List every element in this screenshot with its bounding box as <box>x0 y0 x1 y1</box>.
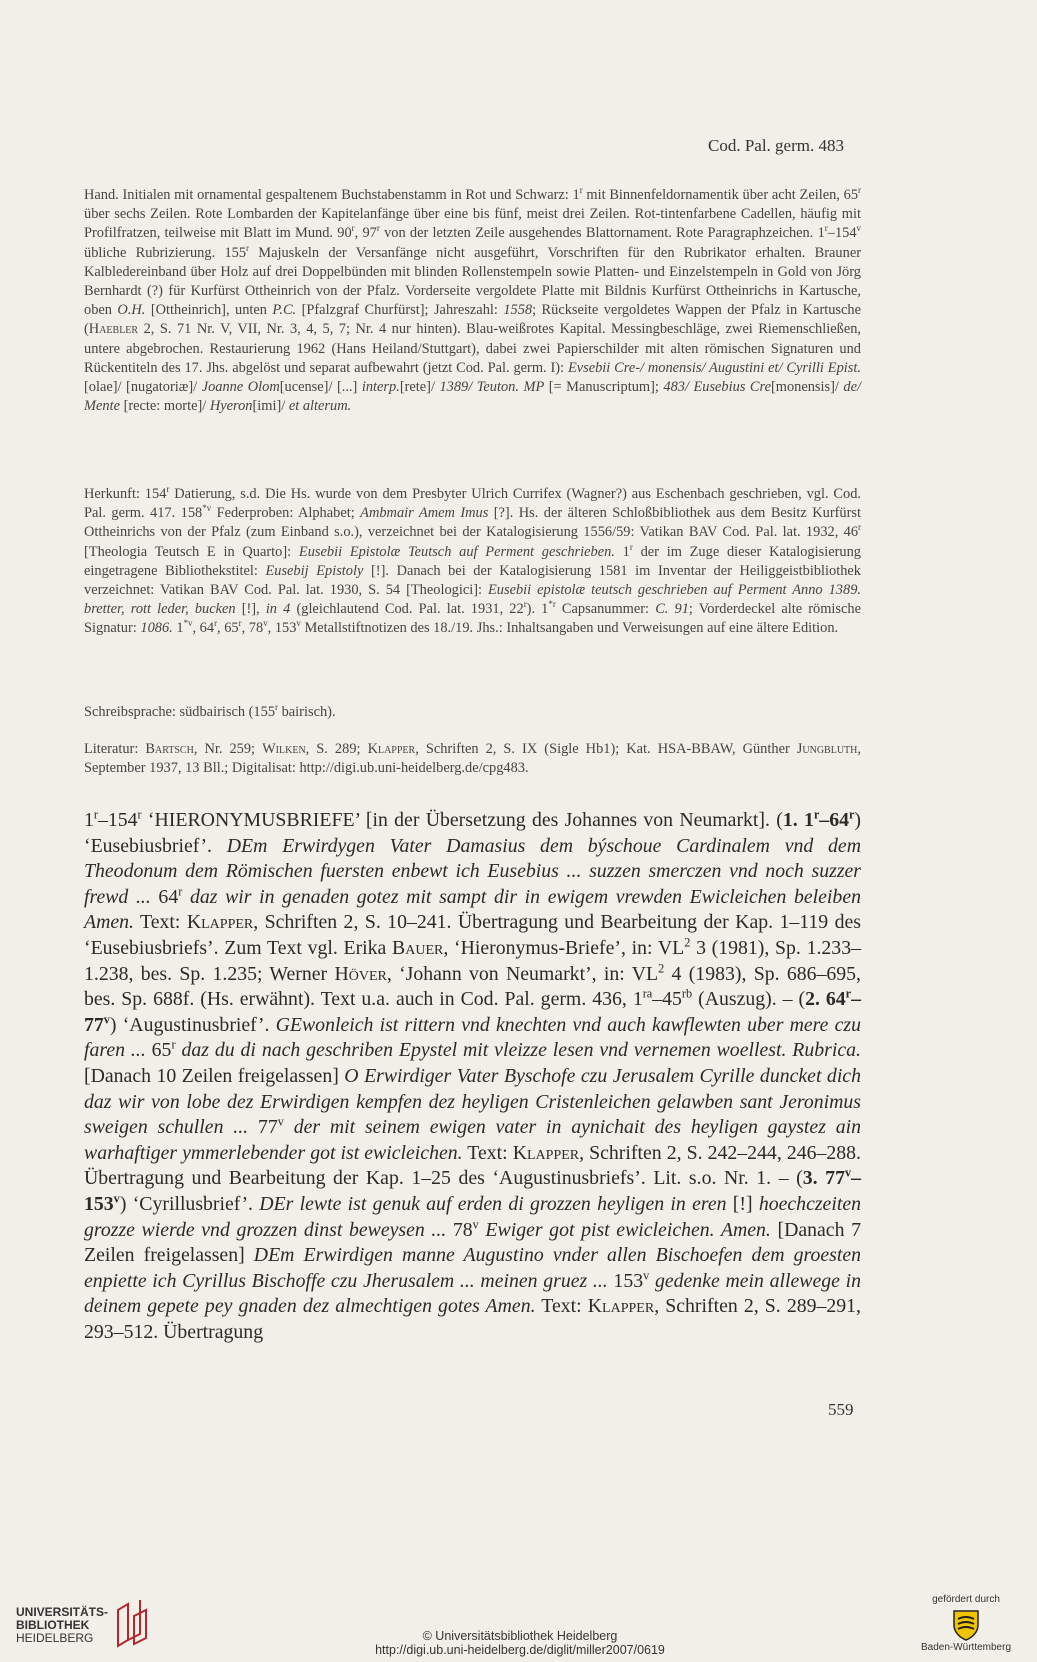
funded-by-label: gefördert durch <box>932 1594 1000 1605</box>
language-paragraph: Schreibsprache: südbairisch (155$^r$ bairisch). <box>84 702 336 720</box>
literature-paragraph: Literatur: Bartsch, Nr. 259; Wilken, S. 289; Klapper, Schriften 2, S. IX (Sigle Hb1); Kat. HSA-BBAW, Günther Jungbluth, September 1937, 13 Bll.; Digitalisat: http://digi.ub.uni-heidelberg.de/cpg483. <box>84 741 862 777</box>
copyright-text: © Universitätsbibliothek Heidelberg <box>422 1629 618 1643</box>
running-header: Cod. Pal. germ. 483 <box>708 136 844 155</box>
library-emblem-icon <box>114 1600 154 1650</box>
logo-line-3: HEIDELBERG <box>16 1631 94 1645</box>
state-crest-icon <box>949 1607 983 1641</box>
logo-text <box>16 1606 108 1645</box>
logo-line-1: UNIVERSITÄTS- <box>16 1605 109 1619</box>
provenance-paragraph: Herkunft: 154$^r$ Datierung, s.d. Die Hs. wurde von dem Presbyter Ulrich Currifex (Wagner?) aus Eschenbach geschrieben, vgl. Cod. Pal. germ. 417. 158$^{*v}$ Federproben: Alphabet; Ambmair Amem Imus [?]. Hs. der älteren Schloßbibliothek aus dem Besitz Kurfürst Ottheinrichs von der Pfalz (zum Einband s.o.), verzeichnet bei der Katalogisierung 1556/59: Vatikan BAV Cod. Pal. lat. 1932, 46$^r$ [Theologia Teutsch E in Quarto]: Eusebii Epistolæ Teutsch auf Perment geschrieben. 1$^r$ der im Zuge dieser Katalogisierung eingetragene Bibliothekstitel: Eusebij Epistoly [!]. Danach bei der Katalogisierung 1581 im Inventar der Heiliggeistbibliothek verzeichnet: Vatikan BAV Cod. Pal. lat. 1930, S. 54 [Theologici]: Eusebii epistolæ teutsch geschrieben auf Perment Anno 1389. bretter, rott leder, bucken [!], in 4 (gleichlautend Cod. Pal. lat. 1931, 22$^r$). 1$^{*r}$ Capsanummer: C. 91; Vorderdeckel alte römische Signatur: 1086. 1$^{*v}$, 64$^r$, 65$^r$, 78$^v$, 153$^v$ Metallstiftnotizen des 18./19. Jhs.: Inhaltsangaben und Verweisungen auf eine ältere Edition. <box>84 484 862 637</box>
page-number: 559 <box>828 1400 854 1419</box>
state-name: Baden-Württemberg <box>920 1642 1012 1653</box>
source-url[interactable]: http://digi.ub.uni-heidelberg.de/diglit/miller2007/0619 <box>375 1643 665 1657</box>
university-library-logo[interactable] <box>16 1600 156 1650</box>
footer-credits <box>300 1629 740 1657</box>
logo-line-2: BIBLIOTHEK <box>16 1618 90 1632</box>
funding-badge[interactable] <box>906 1594 1026 1653</box>
contents-entry: 1$^r$–154$^r$ ‘HIERONYMUSBRIEFE’ [in der Übersetzung des Johannes von Neumarkt]. (1. 1$^r$–64$^r$) ‘Eusebiusbrief’. DEm Erwirdygen Vater Damasius dem býschoue Cardinalem vnd dem Theodonum dem Römischen fuersten enbewt ich Eusebius ... suzzen smerczen vnd noch suzzer frewd ... 64$^r$ daz wir in genaden gotez mit sampt dir in ewigem vrewden Ewicleichen beleiben Amen. Text: Klapper, Schriften 2, S. 10–241. Übertragung und Bearbeitung der Kap. 1–119 des ‘Eusebiusbriefs’. Zum Text vgl. Erika Bauer, ‘Hieronymus-Briefe’, in: $VL^2$ 3 (1981), Sp. 1.233–1.238, bes. Sp. 1.235; Werner Höver, ‘Johann von Neumarkt’, in: $VL^2$ 4 (1983), Sp. 686–695, bes. Sp. 688f. (Hs. erwähnt). Text u.a. auch in Cod. Pal. germ. 436, $1^{ra}-45^{rb}$ (Auszug). – (2. 64$^r$–77$^v$) ‘Augustinusbrief’. GEwonleich ist rittern vnd knechten vnd auch kawflewten uber mere czu faren ... 65$^r$ daz du di nach geschriben Epystel mit vleizze lesen vnd vernemen woellest. Rubrica. [Danach 10 Zeilen freigelassen] O Erwirdiger Vater Byschofe czu Jerusalem Cyrille duncket dich daz wir von lobe dez Erwirdigen kempfen dez heyligen Cristenleichen gelawben sant Jeronimus sweigen schullen ... 77$^v$ der mit seinem ewigen vater in aynichait des heyligen gaystez ain warhaftiger ymmerlebender got ist ewicleichen. Text: Klapper, Schriften 2, S. 242–244, 246–288. Übertragung und Bearbeitung der Kap. 1–25 des ‘Augustinusbriefs’. Lit. s.o. Nr. 1. – (3. 77$^v$–153$^v$) ‘Cyrillusbrief’. DEr lewte ist genuk auf erden di grozzen heyligen in eren [!] hoechczeiten grozze wierde vnd grozzen dinst beweysen ... 78$^v$ Ewiger got pist ewicleichen. Amen. [Danach 7 Zeilen freigelassen] DEm Erwirdigen manne Augustino vnder allen Bischoefen dem groesten enpiette ich Cyrillus Bischoffe czu Jherusalem ... meinen gruez ... 153$^v$ gedenke mein allewege in deinem gepete pey gnaden dez almechtigen gotes Amen. Text: Klapper, Schriften 2, S. 289–291, 293–512. Übertragung <box>84 807 862 1343</box>
description-paragraph: Hand. Initialen mit ornamental gespaltenem Buchstabenstamm in Rot und Schwarz: 1$^r$ mit Binnenfeldornamentik über acht Zeilen, 65$^r$ über sechs Zeilen. Rote Lombarden der Kapitelanfänge über eine bis fünf, meist drei Zeilen. Rot-tintenfarbene Cadellen, häufig mit Profilfratzen, teilweise mit Blatt im Mund. 90$^r$, 97$^r$ von der letzten Zeile ausgehendes Blattornament. Rote Paragraphzeichen. 1$^r$–154$^v$ übliche Rubrizierung. 155$^r$ Majuskeln der Versanfänge nicht ausgeführt, Vorschriften für den Rubrikator erhalten. Brauner Kalbledereinband über Holz auf drei Doppelbünden mit blinden Rollenstempeln sowie Platten- und Einzelstempeln in Gold von Jörg Bernhardt (?) für Kurfürst Ottheinrich von der Pfalz. Vorderseite vergoldete Platte mit Bildnis Kurfürst Ottheinrichs in Kartusche, oben O.H. [Ottheinrich], unten P.C. [Pfalzgraf Churfürst]; Jahreszahl: 1558; Rückseite vergoldetes Wappen der Pfalz in Kartusche (Haebler 2, S. 71 Nr. V, VII, Nr. 3, 4, 5, 7; Nr. 4 nur hinten). Blau-weißrotes Kapital. Messingbeschläge, zwei Riemenschließen, untere abgebrochen. Restaurierung 1962 (Hans Heiland/Stuttgart), dabei zwei Papierschilder mit alten römischen Signaturen und Rückentiteln des 17. Jhs. abgelöst und separat aufbewahrt (jetzt Cod. Pal. germ. I): Evsebii Cre-/ monensis/ Augustini et/ Cyrilli Epist.[olae]/ [nugatoriæ]/ Joanne Olom[ucense]/ [...] interp.[rete]/ 1389/ Teuton. MP [= Manuscriptum]; 483/ Eusebius Cre[monensis]/ de/ Mente [recte: morte]/ Hyeron[imi]/ et alterum. <box>84 185 862 415</box>
